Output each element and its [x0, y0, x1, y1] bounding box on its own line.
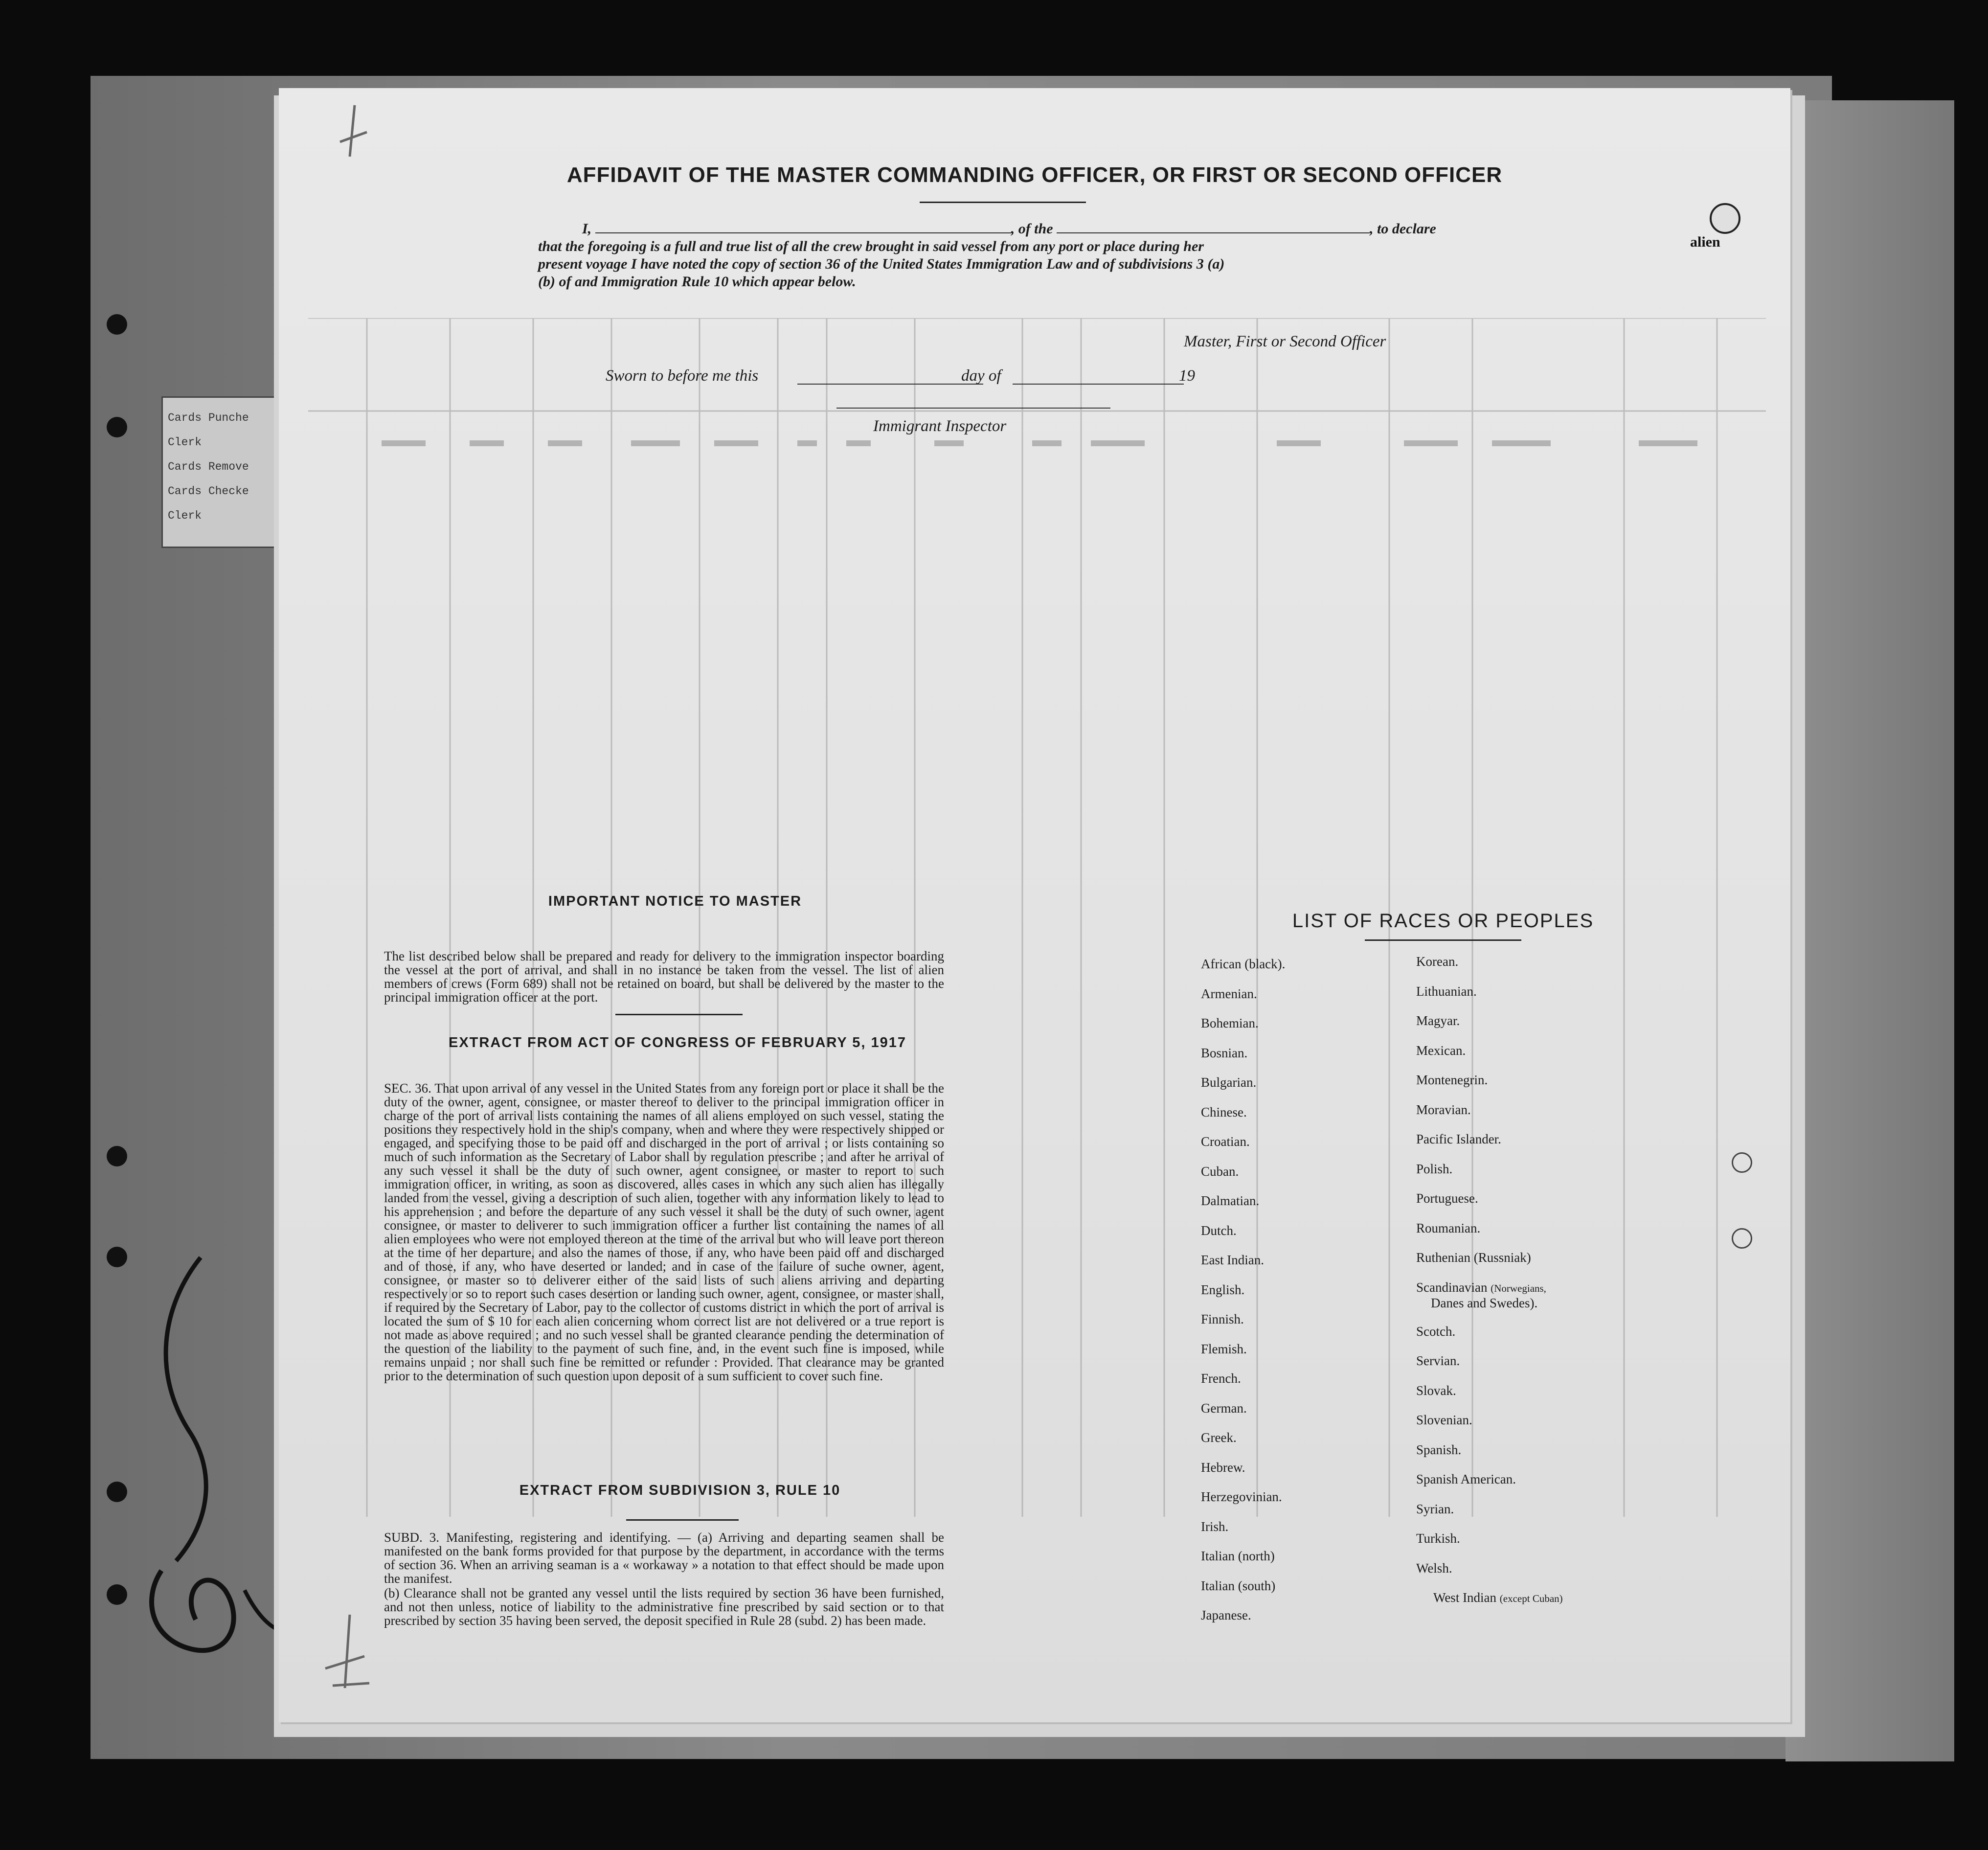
races-left-column	[1201, 949, 1285, 1630]
master-signature-label: Master, First or Second Officer	[1184, 333, 1386, 350]
vessel-name-blank	[1057, 232, 1370, 233]
punch-hole-icon	[107, 417, 127, 437]
punch-hole-icon	[107, 314, 127, 335]
race-item: West Indian	[1433, 1590, 1497, 1605]
inspector-label: Immigrant Inspector	[873, 417, 1007, 435]
punch-hole-icon	[107, 1482, 127, 1502]
race-item: Bosnian.	[1201, 1045, 1248, 1060]
act-text: SEC. 36. That upon arrival of any vessel in the United States from any foreign port or place it shall be the duty of the owner, agent, consignee, or master thereof to deliver to the principal immigration officer in charge of the port of arrival lists containing the names of all aliens employed on such vessel, stating the positions they respectively hold in the ship's company, when and where they were respectively shipped or engaged, and specifying those to be paid off and discharged in the port of arrival ; or lists containing so much of such information as the Secretary of Labor shall by regulation prescribe ; and after he arrival of any such vessel it shall be the duty of such owner, agent consignee, or master to report to such immigration officer, in writing, as soon as discovered, alles cases in which any such alien has illegally landed from the vessel, giving a description of such alien, together with any information likely to lead to his apprehension ; and before the departure of any such vessel it shall be the duty of such owner, agent consignee, or master to deliverer to such immigration officer a further list containing the names of all alien employees who were not employed thereon at the time of the arrival but who will leave port thereon at the time of her departure, and also the names of those, if any, who have been paid off and discharged and of those, if any, who have deserted or landed; and in case of the failure of suche owner, agent, consignee, or master so to deliverer either of the said lists of such aliens arriving and departing respectively or so to report such cases desertion or landing such owner, agent, consignee, or master shall, if required by the Secretary of Labor, pay to the collector of customs district in which the port of arrival is located the sum of $ 10 for each alien concerning whom correct list are not delivered or a true report is not made as above required ; and no such vessel shall be granted clearance pending the determination of the question of the liability to the payment of such fine, and, in the event such fine is imposed, while remains unpaid ; nor shall such fine be remitted or refunder : Provided. That clearance may be granted prior to the determination of such question upon deposit of a sum sufficient to cover such fine.	[384, 1081, 944, 1383]
hollow-hole-icon	[1732, 1152, 1752, 1173]
race-item: Turkish.	[1416, 1531, 1460, 1546]
race-item: Bohemian.	[1201, 1016, 1259, 1030]
affidavit-of-the: , of the	[1011, 221, 1053, 237]
affidavit-declare: , to declare	[1370, 221, 1436, 237]
race-item: Armenian.	[1201, 986, 1257, 1001]
act-heading: EXTRACT FROM ACT OF CONGRESS OF FEBRUARY 5, 1917	[448, 1035, 907, 1051]
affidavit-i: I,	[582, 221, 592, 237]
affidavit-text	[538, 220, 1468, 291]
race-item: Lithuanian.	[1416, 983, 1477, 999]
race-item: Japanese.	[1201, 1608, 1251, 1622]
race-item: Greek.	[1201, 1430, 1237, 1445]
punch-hole-icon	[1710, 203, 1740, 234]
race-item: German.	[1201, 1400, 1247, 1416]
race-item-scandinavian	[1416, 1273, 1563, 1317]
race-item: Herzegovinian.	[1201, 1489, 1282, 1504]
race-item: Mexican.	[1416, 1043, 1466, 1058]
stamp-line: Cards Checke	[168, 485, 249, 498]
title-underline	[920, 202, 1086, 203]
folder-right-edge	[1785, 100, 1954, 1761]
race-item: Spanish American.	[1416, 1472, 1516, 1486]
notice-text: The list described below shall be prepared and ready for delivery to the immigration inspector boarding the vessel at the port of arrival, and shall in no instance be taken from the vessel. The list of alien members of crews (Form 689) shall not be retained on board, but shall be delivered by the master to the principal immigration officer at the port.	[384, 949, 944, 1005]
race-item: Welsh.	[1416, 1560, 1452, 1576]
affidavit-line-3: present voyage I have noted the copy of section 36 of the United States Immigration Law and of subdivisions 3 (a)	[538, 256, 1225, 272]
file-number-mark	[316, 1610, 379, 1698]
rule-text-b: (b) Clearance shall not be granted any vessel until the lists required by section 36 have been furnished, and not then unless, notice of liability to the administrative fine prescribed by said section or to that prescribed by section 35 having been served, the deposit specified in Rule 28 (subd. 2) has been made.	[384, 1586, 944, 1628]
race-item: East Indian.	[1201, 1253, 1264, 1267]
race-item: Magyar.	[1416, 1013, 1460, 1028]
race-item: Syrian.	[1416, 1501, 1454, 1516]
punch-hole-icon	[107, 1584, 127, 1605]
race-item: Korean.	[1416, 954, 1459, 969]
race-item: English.	[1201, 1282, 1245, 1297]
race-item: Servian.	[1416, 1353, 1460, 1368]
affiant-name-blank	[595, 232, 1011, 233]
race-item: Moravian.	[1416, 1102, 1471, 1117]
notice-rule	[615, 1014, 743, 1015]
race-item: Ruthenian (Russniak)	[1416, 1250, 1531, 1265]
race-item: Irish.	[1201, 1519, 1229, 1534]
year-label: 19	[1179, 367, 1195, 385]
stamp-line: Clerk	[168, 509, 202, 522]
race-item: Flemish.	[1201, 1341, 1247, 1356]
hollow-hole-icon	[1732, 1228, 1752, 1249]
inspector-signature-blank	[836, 408, 1110, 409]
file-number-mark	[325, 103, 379, 166]
race-item: Cuban.	[1201, 1164, 1239, 1179]
races-title: LIST OF RACES OR PEOPLES	[1292, 910, 1594, 932]
day-of-label: day of	[961, 367, 1001, 385]
race-item: African (black).	[1201, 957, 1286, 971]
race-item: Scotch.	[1416, 1324, 1456, 1339]
race-item: Roumanian.	[1416, 1220, 1481, 1235]
race-item: Chinese.	[1201, 1104, 1247, 1119]
act-rule	[626, 1519, 739, 1521]
stamp-line: Cards Punche	[168, 411, 249, 424]
race-note: (Norwegians,	[1491, 1282, 1546, 1294]
notice-heading: IMPORTANT NOTICE TO MASTER	[548, 893, 802, 909]
races-title-underline	[1365, 939, 1521, 941]
race-item: Slovak.	[1416, 1383, 1456, 1398]
race-item: Hebrew.	[1201, 1460, 1245, 1475]
race-item: Portuguese.	[1416, 1191, 1478, 1206]
affidavit-line-4: (b) of and Immigration Rule 10 which appear below.	[538, 274, 856, 290]
race-item: Montenegrin.	[1416, 1073, 1488, 1087]
rule-text-a: SUBD. 3. Manifesting, registering and identifying. — (a) Arriving and departing seamen shall be manifested on the bank forms provided for that purpose by the department, in accordance with the terms of section 36. When an arriving seaman is a « workaway » a notation to that effect should be made upon the manifest.	[384, 1530, 944, 1586]
rule-heading: EXTRACT FROM SUBDIVISION 3, RULE 10	[519, 1483, 841, 1498]
crew-manifest-reverse-sheet	[279, 88, 1790, 1722]
races-right-column	[1416, 947, 1563, 1614]
race-item: Croatian.	[1201, 1134, 1250, 1149]
sworn-label: Sworn to before me this	[606, 367, 759, 385]
stamp-line: Clerk	[168, 436, 202, 449]
race-item: Italian (north)	[1201, 1549, 1275, 1563]
stamp-line: Cards Remove	[168, 460, 249, 473]
punch-hole-icon	[107, 1247, 127, 1267]
race-item: Spanish.	[1416, 1442, 1462, 1457]
punch-hole-icon	[107, 1146, 127, 1166]
race-item: Bulgarian.	[1201, 1075, 1257, 1090]
sworn-month-blank	[1013, 384, 1184, 385]
sworn-date-blank	[797, 384, 983, 385]
race-note-line2: Danes and Swedes).	[1431, 1295, 1538, 1310]
race-item-west-indian	[1416, 1583, 1563, 1614]
alien-corner-mark: alien	[1690, 234, 1720, 250]
affidavit-line-2: that the foregoing is a full and true list of all the crew brought in said vessel from any port or place during her	[538, 238, 1204, 254]
race-item: Dutch.	[1201, 1223, 1237, 1238]
race-item: Finnish.	[1201, 1312, 1244, 1326]
race-item: Pacific Islander.	[1416, 1132, 1501, 1146]
race-item: Slovenian.	[1416, 1413, 1472, 1427]
race-item: French.	[1201, 1371, 1241, 1386]
race-item: Italian (south)	[1201, 1578, 1276, 1593]
race-item: Polish.	[1416, 1161, 1453, 1176]
race-item: Dalmatian.	[1201, 1193, 1260, 1208]
race-note: (except Cuban)	[1499, 1593, 1563, 1604]
race-item: Scandinavian	[1416, 1279, 1488, 1295]
affidavit-title: AFFIDAVIT OF THE MASTER COMMANDING OFFICER, OR FIRST OR SECOND OFFICER	[566, 163, 1503, 187]
